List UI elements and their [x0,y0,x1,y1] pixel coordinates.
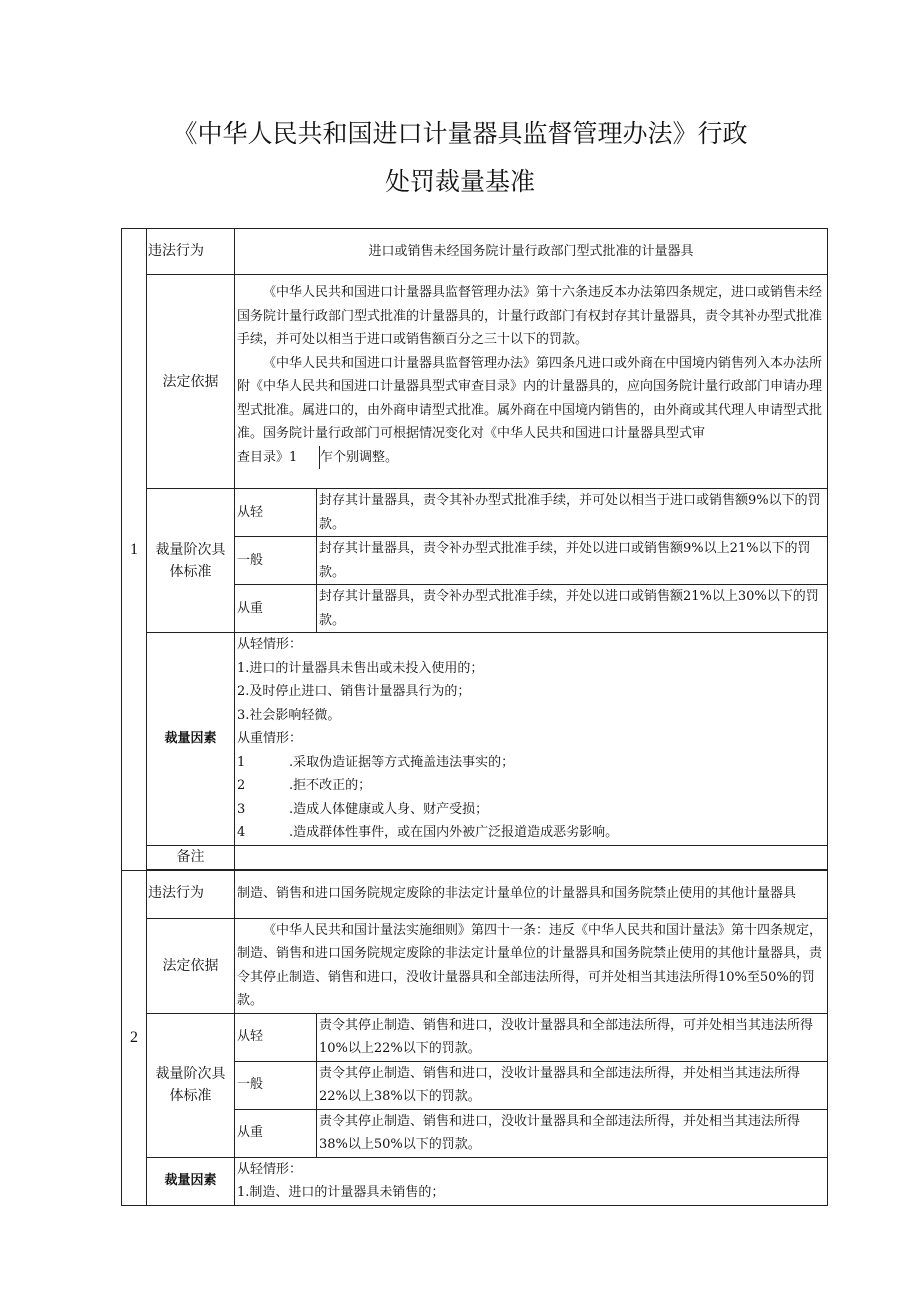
item2-factors-row [122,1157,828,1205]
item1-basis-p2: 《中华人民共和国进口计量器具监督管理办法》第四条凡进口或外商在中国境内销售列入本办法所附《中华人民共和国进口计量器具型式审查目录》内的计量器具的，应向国务院计量行政部门申请办理型式批准。属进口的，由外商申请型式批准。属外商在中国境内销售的，由外商或其代理人申请型式批准。国务院计量行政部门可根据情况变化对《中华人民共和国进口计量器具型式审 [237,355,823,441]
item1-factor-heavy-num-4: 4 [237,825,246,840]
item2-normal-text: 责令其停止制造、销售和进口，没收计量器具和全部违法所得，并处相当其违法所得22%以上38%以下的罚款。 [317,1061,828,1109]
item1-normal-text: 封存其计量器具，责令补办型式批准手续，并处以进口或销售额9%以上21%以下的罚款。 [317,537,828,585]
item1-violation-label: 违法行为 [147,229,235,275]
item2-level-light-row [122,1013,828,1061]
item2-basis-label: 法定依据 [147,918,235,1013]
item2-violation-row [122,870,828,918]
item1-levels-label: 裁量阶次具体标准 [147,489,235,633]
penalty-standard-table [121,228,828,1206]
item1-basis-p1: 《中华人民共和国进口计量器具监督管理办法》第十六条违反本办法第四条规定，进口或销售未经国务院计量行政部门型式批准的计量器具的，计量行政部门有权封存其计量器具，责令其补办型式批准手续，并可处以相当于进口或销售额百分之三十以下的罚款。 [237,285,823,347]
page-title-line2: 处罚裁量基准 [384,167,535,196]
item2-light-label: 从轻 [235,1013,317,1061]
item1-basis-cell [235,275,828,489]
item1-remark-label: 备注 [147,845,235,869]
item1-light-label: 从轻 [235,489,317,537]
item1-violation-text: 进口或销售未经国务院计量行政部门型式批准的计量器具 [235,229,828,275]
item1-factor-heavy-1: .采取伪造证据等方式掩盖违法事实的； [289,754,515,770]
item1-basis-p3b: 乍个别调整。 [320,449,399,465]
item1-factor-heavy-num-1: 1 [237,754,246,770]
item1-factor-heavy-3: .造成人体健康或人身、财产受损； [289,801,489,817]
item1-number: 1 [122,229,147,871]
item2-basis-row [122,918,828,1013]
item2-normal-label: 一般 [235,1061,317,1109]
item2-heavy-label: 从重 [235,1109,317,1157]
item1-basis-p3a: 查目录》1 [237,446,320,470]
item2-factor-light-1: 1.制造、进口的计量器具未销售的； [237,1185,445,1200]
item1-factor-heavy-num-3: 3 [237,801,246,817]
item2-light-text: 责令其停止制造、销售和进口，没收计量器具和全部违法所得，可并处相当其违法所得10%以上22%以下的罚款。 [317,1013,828,1061]
item1-normal-label: 一般 [235,537,317,585]
item1-factor-heavy-num-2: 2 [237,778,246,793]
item1-factor-heavy-4: .造成群体性事件，或在国内外被广泛报道造成恶劣影响。 [289,825,619,840]
item1-light-text: 封存其计量器具，责令其补办型式批准手续，并可处以相当于进口或销售额9%以下的罚款。 [317,489,828,537]
item1-heavy-label: 从重 [235,585,317,633]
item1-level-light-row [122,489,828,537]
item1-factors-light-head: 从轻情形： [237,637,303,652]
item1-remark-row [122,845,828,869]
item2-basis-cell [235,918,828,1013]
item2-factors-cell [235,1157,828,1205]
item2-factors-label: 裁量因素 [147,1157,235,1205]
item1-factors-row [122,633,828,846]
item2-factors-light-head: 从轻情形： [237,1161,303,1177]
item2-violation-label: 违法行为 [147,870,235,918]
item1-heavy-text: 封存其计量器具，责令补办型式批准手续，并处以进口或销售额21%以上30%以下的罚款。 [317,585,828,633]
item2-violation-text: 制造、销售和进口国务院规定废除的非法定计量单位的计量器具和国务院禁止使用的其他计量器具 [235,870,828,918]
page-title-line1: 《中华人民共和国进口计量器具监督管理办法》行政 [172,119,748,148]
item1-factors-cell [235,633,828,846]
item1-factor-light-3: 3.社会影响轻微。 [237,707,341,723]
item1-factor-light-1: 1.进口的计量器具未售出或未投入使用的； [237,660,484,676]
item1-remark-text [235,845,828,869]
item1-factor-heavy-2: .拒不改正的； [289,778,372,793]
item1-violation-row [122,229,828,275]
item1-factor-light-2: 2.及时停止进口、销售计量器具行为的； [237,684,471,699]
item2-levels-label: 裁量阶次具体标准 [147,1013,235,1157]
item1-factors-label: 裁量因素 [147,633,235,846]
item2-basis-text: 《中华人民共和国计量法实施细则》第四十一条：违反《中华人民共和国计量法》第十四条规定，制造、销售和进口国务院规定废除的非法定计量单位的计量器具和国务院禁止使用的其他计量器具，责令其停止制造、销售和进口，没收计量器具和全部违法所得，可并处相当其违法所得10%至50%的罚款。 [237,922,823,1008]
item2-heavy-text: 责令其停止制造、销售和进口，没收计量器具和全部违法所得，并处相当其违法所得38%以上50%以下的罚款。 [317,1109,828,1157]
item1-basis-row [122,275,828,489]
item2-number: 2 [122,870,147,1205]
item1-basis-label: 法定依据 [147,275,235,489]
item1-factors-heavy-head: 从重情形： [237,731,303,746]
